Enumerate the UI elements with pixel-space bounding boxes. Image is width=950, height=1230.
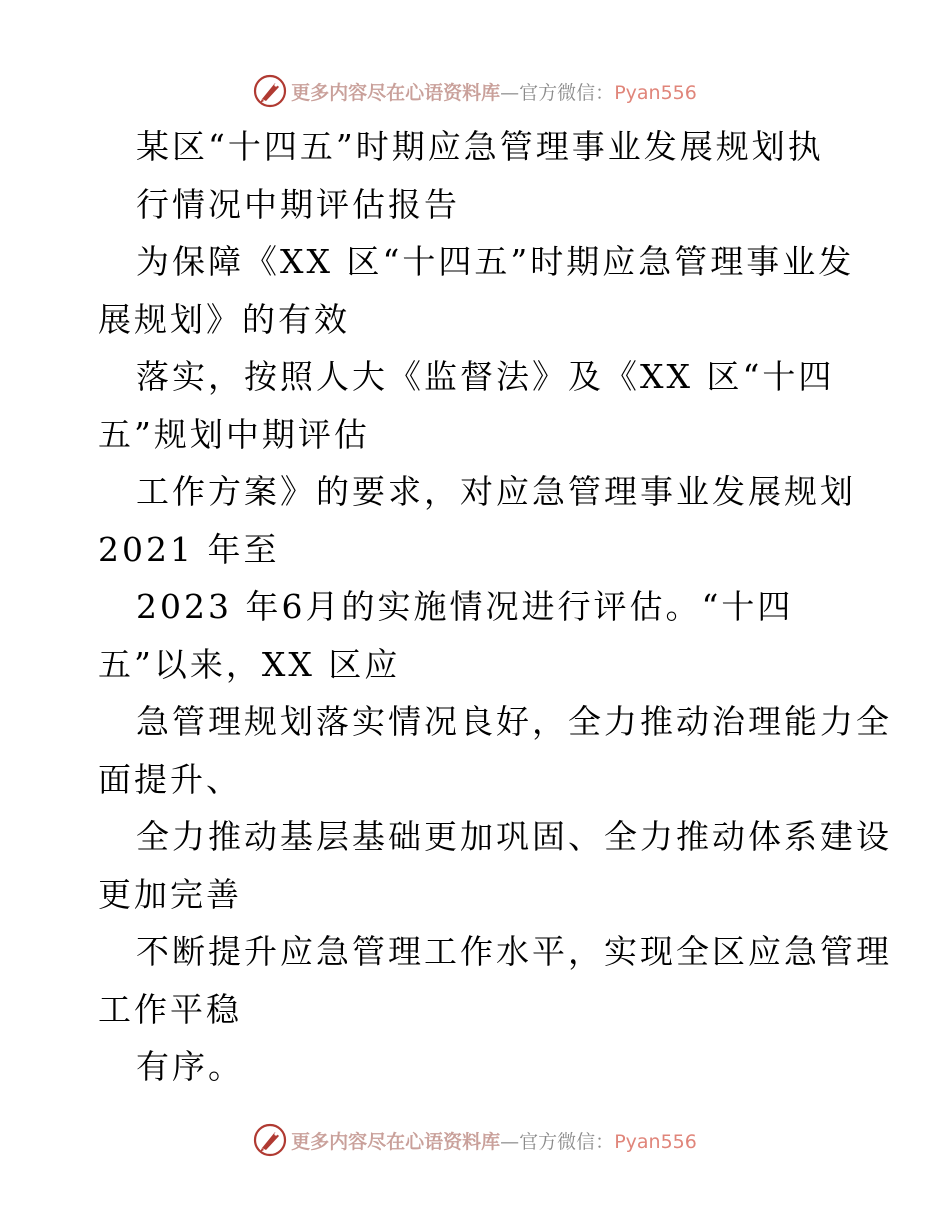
document-line: 工作方案》的要求，对应急管理事业发展规划: [136, 472, 856, 511]
document-line: 展规划》的有效: [98, 299, 350, 339]
document-line: 更加完善: [98, 874, 242, 914]
document-line: 面提升、: [98, 759, 242, 799]
watermark-official-label: 官方微信：: [519, 1130, 615, 1153]
document-line: 五”规划中期评估: [98, 414, 370, 454]
document-line: 为保障《XX 区“十四五”时期应急管理事业发: [136, 242, 855, 281]
document-line: 2023 年6月的实施情况进行评估。“十四: [136, 587, 794, 626]
watermark-dash: —: [500, 81, 520, 104]
watermark-brand: 更多内容尽在心语资料库: [291, 1130, 501, 1153]
document-line: 急管理规划落实情况良好，全力推动治理能力全: [136, 702, 892, 741]
document-line: 落实，按照人大《监督法》及《XX 区“十四: [136, 357, 835, 396]
watermark-brand: 更多内容尽在心语资料库: [291, 81, 501, 104]
document-line: 行情况中期评估报告: [136, 184, 460, 224]
document-line: 五”以来，XX 区应: [98, 644, 401, 684]
fountain-pen-logo-icon: [253, 1123, 287, 1157]
watermark-official-label: 官方微信：: [519, 81, 615, 104]
watermark-wechat-id: Pyan556: [614, 81, 697, 104]
document-line: 工作平稳: [98, 989, 242, 1029]
fountain-pen-logo-icon: [253, 74, 287, 108]
watermark-text: [291, 78, 697, 105]
watermark-text: [291, 1127, 697, 1154]
document-line: 某区“十四五”时期应急管理事业发展规划执: [136, 127, 824, 166]
document-line: 2021 年至: [98, 529, 280, 569]
header-watermark: [0, 71, 950, 111]
footer-watermark: [0, 1120, 950, 1160]
watermark-dash: —: [500, 1130, 520, 1153]
document-line: 有序。: [136, 1047, 244, 1086]
document-line: 全力推动基层基础更加巩固、全力推动体系建设: [136, 817, 892, 856]
document-line: 不断提升应急管理工作水平，实现全区应急管理: [136, 932, 892, 971]
watermark-wechat-id: Pyan556: [614, 1130, 697, 1153]
